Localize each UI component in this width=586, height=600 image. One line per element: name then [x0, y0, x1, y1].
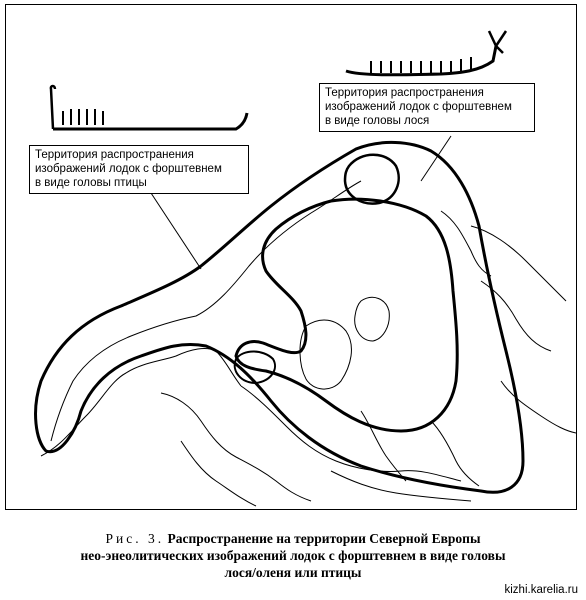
caption-line-2 [0, 547, 586, 564]
map-canvas [6, 5, 577, 510]
caption-text-2: нео-энеолитических изображений лодок с форштевнем в виде головы [80, 548, 506, 563]
lake-onega [355, 297, 390, 341]
moose-label-line: изображений лодок с форштевнем [325, 101, 512, 113]
bird-label-line: в виде головы птицы [35, 177, 147, 189]
caption-line-1 [0, 530, 586, 547]
bird-boat-hull [53, 113, 247, 129]
bird-territory-label [29, 145, 249, 194]
coastline-baltic [161, 393, 311, 501]
bird-boat-prow [51, 86, 55, 129]
moose-boat-head [489, 31, 506, 53]
pointer-moose [421, 136, 451, 181]
moose-boat-territory [236, 199, 457, 431]
bird-label-line: Территория распространения [35, 149, 194, 161]
river-south-2 [431, 421, 479, 486]
coastlines [41, 211, 576, 506]
moose-label-line: в виде головы лося [325, 115, 430, 127]
bird-boat-territory [36, 142, 523, 492]
caption-figure-number: Рис. 3. [105, 531, 165, 546]
white-sea-circle [345, 155, 399, 204]
figure-caption [0, 530, 586, 581]
moose-boat-drawing [346, 31, 506, 75]
moose-boat-crew [371, 57, 471, 73]
river-east-2 [501, 381, 576, 433]
moose-territory-label [319, 83, 535, 132]
watermark: kizhi.karelia.ru [504, 584, 578, 596]
bird-boat-crew [63, 109, 103, 125]
caption-line-3 [0, 564, 586, 581]
bird-label-line: изображений лодок с форштевнем [35, 163, 222, 175]
lake-ladoga [300, 320, 351, 389]
pointer-bird [151, 193, 201, 269]
river-south-1 [361, 411, 406, 481]
caption-text-1: Распространение на территории Северной Европы [167, 531, 481, 546]
coastline-gulf [241, 386, 461, 481]
caption-text-3: лося/оленя или птицы [224, 565, 362, 580]
coastline-south [41, 349, 241, 456]
moose-label-line: Территория распространения [325, 87, 484, 99]
map-frame [5, 4, 577, 510]
river-west [181, 441, 256, 506]
bird-boat-drawing [51, 86, 247, 129]
